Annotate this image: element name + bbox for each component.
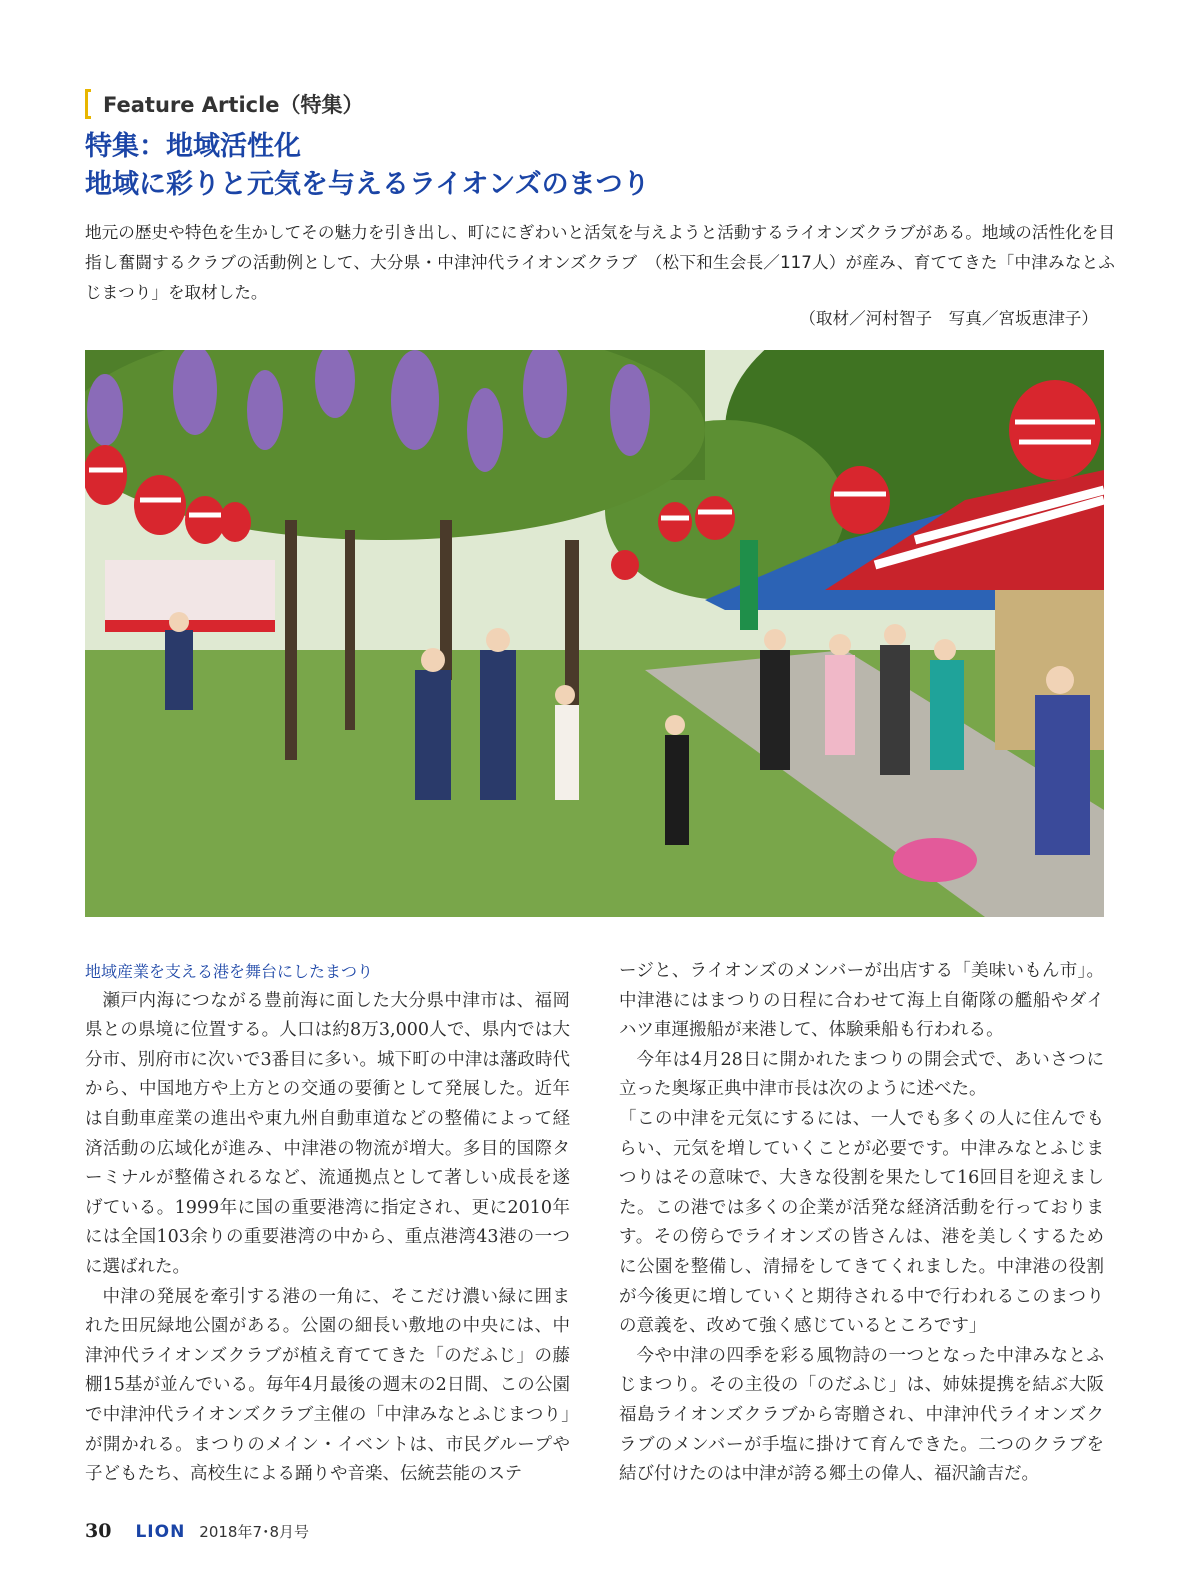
stage bbox=[105, 560, 275, 630]
body-column-left bbox=[85, 957, 570, 1490]
magazine-brand: LION bbox=[135, 1522, 186, 1542]
festival-illustration bbox=[85, 350, 1104, 917]
body-quote: 「この中津を元気にするには、一人でも多くの人に住んでもらい、元気を増していくことが必要です。中津みなとふじまつりはその意味で、大きな役割を果たして16回目を迎えました。この港では多くの企業が活発な経済活動を行っております。その傍らでライオンズの皆さんは、港を美しくするために公園を整備し、清掃をしてきてくれました。中津港の役割が今後更に増していくと期待される中で行われるこのまつりの意義を、改めて強く感じているところです」 bbox=[619, 1108, 1104, 1337]
body-paragraph: 今や中津の四季を彩る風物詩の一つとなった中津みなとふじまつり。その主役の「のだふじ」は、姉妹提携を結ぶ大阪福島ライオンズクラブから寄贈され、中津沖代ライオンズクラブのメンバーが手塩に掛けて育んできた。二つのクラブを結び付けたのは中津が誇る郷土の偉人、福沢諭吉だ。 bbox=[619, 1345, 1104, 1485]
credit-line: （取材／河村智子 写真／宮坂恵津子） bbox=[799, 309, 1098, 328]
kicker-text: Feature Article（特集） bbox=[103, 93, 364, 117]
bracket-mark bbox=[85, 89, 91, 119]
article-title bbox=[85, 128, 650, 204]
issue-date: 2018年7･8月号 bbox=[199, 1523, 310, 1541]
section-heading: 地域産業を支える港を舞台にしたまつり bbox=[85, 962, 374, 981]
body-paragraph: 今年は4月28日に開かれたまつりの開会式で、あいさつに立った奥塚正典中津市長は次のように述べた。 bbox=[619, 1049, 1104, 1100]
page-footer bbox=[85, 1520, 309, 1546]
title-line-2: 地域に彩りと元気を与えるライオンズのまつり bbox=[85, 169, 650, 200]
body-paragraph: ージと、ライオンズのメンバーが出店する「美味いもん市」。中津港にはまつりの日程に合わせて海上自衛隊の艦船やダイハツ車運搬船が来港して、体験乗船も行われる。 bbox=[619, 961, 1104, 1041]
title-line-1: 特集：地域活性化 bbox=[85, 131, 301, 162]
page-number: 30 bbox=[85, 1520, 112, 1542]
green-banner bbox=[740, 540, 758, 630]
body-paragraph: 瀬戸内海につながる豊前海に面した大分県中津市は、福岡県との県境に位置する。人口は約8万3,000人で、県内では大分市、別府市に次いで3番目に多い。城下町の中津は藩政時代から、中国地方や上方との交通の要衝として発展した。近年は自動車産業の進出や東九州自動車道などの整備によって経済活動の広域化が進み、中津港の物流が増大。多目的国際ターミナルが整備されるなど、流通拠点として著しい成長を遂げている。1999年に国の重要港湾に指定され、更に2010年には全国103余りの重要港湾の中から、重点港湾43港の一つに選ばれた。 bbox=[85, 990, 570, 1277]
lead-paragraph: 地元の歴史や特色を生かしてその魅力を引き出し、町ににぎわいと活気を与えようと活動するライオンズクラブがある。地域の活性化を目指し奮闘するクラブの活動例として、大分県・中津沖代ライオンズクラブ （松下和生会長／117人）が産み、育ててきた「中津みなとふじまつり」を取材した。 bbox=[85, 223, 1115, 302]
section-kicker bbox=[85, 88, 364, 120]
festival-photo bbox=[85, 350, 1104, 917]
body-paragraph: 中津の発展を牽引する港の一角に、そこだけ濃い緑に囲まれた田尻緑地公園がある。公園の細長い敷地の中央には、中津沖代ライオンズクラブが植え育ててきた「のだふじ」の藤棚15基が並んでいる。毎年4月最後の週末の2日間、この公園で中津沖代ライオンズクラブ主催の「中津みなとふじまつり」が開かれる。まつりのメイン・イベントは、市民グループや子どもたち、高校生による踊りや音楽、伝統芸能のステ bbox=[85, 1286, 570, 1485]
body-column-right bbox=[619, 957, 1104, 1490]
